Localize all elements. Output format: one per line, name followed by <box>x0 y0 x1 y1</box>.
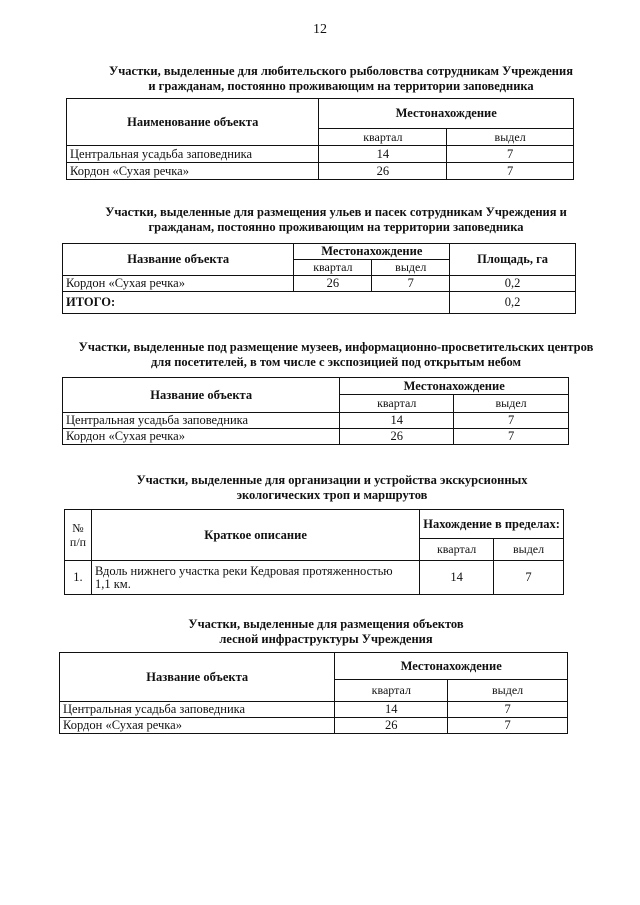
plot-number: 7 <box>454 429 569 445</box>
object-name: Центральная усадьба заповедника <box>67 146 319 163</box>
section-5-title-line-2: лесной инфраструктуры Учреждения <box>219 632 433 646</box>
section-4-title-line-1: Участки, выделенные для организации и устройства экскурсионных <box>136 473 528 487</box>
block-number: 14 <box>319 146 447 163</box>
col-header-plot: выдел <box>447 129 574 146</box>
section-4-title <box>126 473 538 503</box>
row-number: 1. <box>65 561 92 595</box>
area-value: 0,2 <box>450 276 576 292</box>
total-row <box>63 292 576 314</box>
block-number: 26 <box>340 429 454 445</box>
block-number: 14 <box>335 702 448 718</box>
section-3-title-line-2: для посетителей, в том числе с экспозицией под открытым небом <box>150 355 521 369</box>
col-header-plot: выдел <box>494 539 564 561</box>
col-header-name: Название объекта <box>63 244 294 276</box>
plot-number: 7 <box>447 163 574 180</box>
block-number: 26 <box>294 276 372 292</box>
object-name: Центральная усадьба заповедника <box>63 413 340 429</box>
col-header-plot: выдел <box>372 260 450 276</box>
col-header-area: Площадь, га <box>450 244 576 276</box>
object-name: Кордон «Сухая речка» <box>67 163 319 180</box>
section-1-title-line-2: и гражданам, постоянно проживающим на территории заповедника <box>148 79 534 93</box>
route-description <box>91 561 419 595</box>
block-number: 14 <box>340 413 454 429</box>
object-name: Кордон «Сухая речка» <box>63 276 294 292</box>
table-row <box>67 146 574 163</box>
total-label: ИТОГО: <box>63 292 450 314</box>
block-number: 26 <box>319 163 447 180</box>
table-row <box>60 702 568 718</box>
table-row <box>65 561 564 595</box>
section-2-title-line-1: Участки, выделенные для размещения ульев и пасек сотрудникам Учреждения и <box>105 205 567 219</box>
page-number: 12 <box>313 22 327 37</box>
col-header-plot: выдел <box>454 395 569 413</box>
col-header-number-line-2: п/п <box>69 535 87 549</box>
section-2-title <box>84 205 588 235</box>
col-header-name: Наименование объекта <box>67 99 319 146</box>
section-5-table <box>59 652 568 734</box>
col-header-name: Название объекта <box>60 653 335 702</box>
block-number: 14 <box>420 561 494 595</box>
col-header-description: Краткое описание <box>91 510 419 561</box>
object-name: Центральная усадьба заповедника <box>60 702 335 718</box>
section-4-title-line-2: экологических троп и маршрутов <box>236 488 428 502</box>
table-row <box>67 163 574 180</box>
section-3-title <box>66 340 606 370</box>
section-1-table <box>66 98 574 180</box>
col-header-number <box>65 510 92 561</box>
section-1-title-line-1: Участки, выделенные для любительского рыболовства сотрудникам Учреждения <box>109 64 573 78</box>
route-description-line-2: 1,1 км. <box>94 576 131 591</box>
section-5-title <box>156 617 496 647</box>
object-name: Кордон «Сухая речка» <box>60 718 335 734</box>
table-row <box>60 718 568 734</box>
plot-number: 7 <box>448 718 568 734</box>
section-5-title-line-1: Участки, выделенные для размещения объектов <box>188 617 464 631</box>
table-row <box>63 429 569 445</box>
table-row <box>63 413 569 429</box>
col-header-number-line-1: № <box>72 521 84 535</box>
col-header-name: Название объекта <box>63 378 340 413</box>
plot-number: 7 <box>372 276 450 292</box>
plot-number: 7 <box>447 146 574 163</box>
col-header-location: Местонахождение <box>340 378 569 395</box>
block-number: 26 <box>335 718 448 734</box>
section-4-table <box>64 509 564 595</box>
col-header-block: квартал <box>335 680 448 702</box>
plot-number: 7 <box>494 561 564 595</box>
route-description-line-1: Вдоль нижнего участка реки Кедровая протяженностью <box>94 563 393 578</box>
section-3-title-line-1: Участки, выделенные под размещение музеев, информационно-просветительских центров <box>78 340 594 354</box>
col-header-block: квартал <box>420 539 494 561</box>
col-header-location: Местонахождение <box>294 244 450 260</box>
section-1-title <box>96 64 586 94</box>
col-header-block: квартал <box>340 395 454 413</box>
plot-number: 7 <box>448 702 568 718</box>
object-name: Кордон «Сухая речка» <box>63 429 340 445</box>
col-header-location: Местонахождение <box>319 99 574 129</box>
col-header-plot: выдел <box>448 680 568 702</box>
total-area: 0,2 <box>450 292 576 314</box>
section-2-table <box>62 243 576 314</box>
col-header-block: квартал <box>319 129 447 146</box>
section-3-table <box>62 377 569 445</box>
section-2-title-line-2: гражданам, постоянно проживающим на территории заповедника <box>148 220 524 234</box>
col-header-location: Нахождение в пределах: <box>420 510 564 539</box>
col-header-location: Местонахождение <box>335 653 568 680</box>
table-row <box>63 276 576 292</box>
col-header-block: квартал <box>294 260 372 276</box>
plot-number: 7 <box>454 413 569 429</box>
